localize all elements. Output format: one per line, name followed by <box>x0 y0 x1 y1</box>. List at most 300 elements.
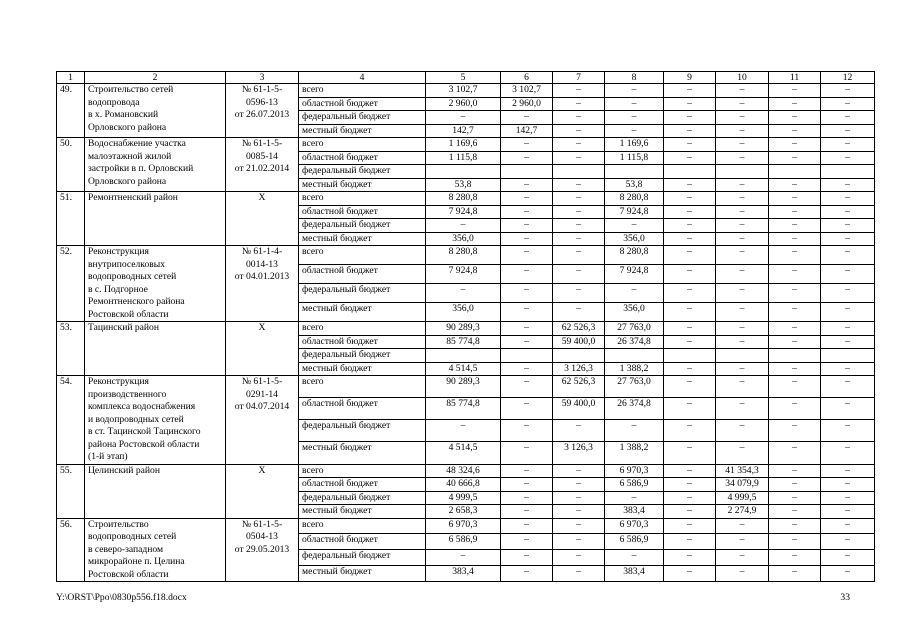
amount-cell: – <box>716 442 769 464</box>
object-name-line: Орловского района <box>88 121 167 133</box>
amount-cell: – <box>716 420 769 442</box>
amount-cell: 356,0 <box>605 303 664 322</box>
amount-cell: – <box>716 97 769 111</box>
amount-cell: – <box>821 505 875 519</box>
amount-cell: – <box>664 265 716 284</box>
table-row <box>57 376 875 398</box>
amount-cell: 62 526,3 <box>553 322 605 336</box>
column-number: 11 <box>769 72 821 84</box>
amount-cell: 62 526,3 <box>553 376 605 398</box>
budget-table <box>56 71 875 582</box>
amount-cell <box>769 349 821 363</box>
amount-cell: – <box>664 505 716 519</box>
amount-cell: – <box>664 335 716 349</box>
object-name <box>85 246 226 322</box>
amount-cell: 2 960,0 <box>426 97 501 111</box>
amount-cell: – <box>716 84 769 98</box>
object-name-line: Ремонтненского района <box>88 296 185 307</box>
amount-cell: – <box>664 491 716 505</box>
amount-cell <box>501 349 553 363</box>
object-name-line: Целинский район <box>88 464 160 476</box>
amount-cell: – <box>821 192 875 206</box>
amount-cell: – <box>716 138 769 152</box>
object-name-line: производственного <box>88 388 167 400</box>
object-name-line: водопроводных сетей <box>88 531 177 542</box>
amount-cell: – <box>821 362 875 376</box>
funding-source: областной бюджет <box>299 534 426 550</box>
funding-source: областной бюджет <box>299 265 426 284</box>
amount-cell: – <box>501 505 553 519</box>
amount-cell: – <box>605 111 664 125</box>
amount-cell: – <box>501 362 553 376</box>
amount-cell: – <box>553 124 605 138</box>
amount-cell: – <box>553 97 605 111</box>
amount-cell: 59 400,0 <box>553 398 605 420</box>
column-number: 12 <box>821 72 875 84</box>
document-ref <box>226 322 299 376</box>
amount-cell: – <box>664 219 716 233</box>
funding-source: областной бюджет <box>299 335 426 349</box>
amount-cell: – <box>501 232 553 246</box>
amount-cell: – <box>553 420 605 442</box>
amount-cell: – <box>605 84 664 98</box>
funding-source: местный бюджет <box>299 362 426 376</box>
column-number: 3 <box>226 72 299 84</box>
object-name-line: (1-й этап) <box>88 451 128 462</box>
amount-cell: – <box>821 550 875 566</box>
amount-cell: – <box>553 84 605 98</box>
amount-cell: – <box>664 303 716 322</box>
item-number: 51. <box>57 192 85 246</box>
amount-cell: – <box>769 335 821 349</box>
amount-cell: 26 374,8 <box>605 335 664 349</box>
amount-cell: – <box>664 398 716 420</box>
amount-cell: – <box>664 376 716 398</box>
amount-cell: – <box>769 550 821 566</box>
amount-cell: – <box>716 322 769 336</box>
amount-cell <box>821 349 875 363</box>
funding-source: областной бюджет <box>299 97 426 111</box>
amount-cell: – <box>716 151 769 165</box>
amount-cell: – <box>664 232 716 246</box>
amount-cell: – <box>769 246 821 265</box>
amount-cell: 142,7 <box>426 124 501 138</box>
amount-cell: 2 960,0 <box>501 97 553 111</box>
document-ref-line: № 61-1-4- <box>241 246 283 257</box>
item-number: 52. <box>57 246 85 322</box>
amount-cell: – <box>426 219 501 233</box>
funding-source: федеральный бюджет <box>299 165 426 179</box>
amount-cell: – <box>769 464 821 478</box>
amount-cell: – <box>664 362 716 376</box>
amount-cell: – <box>501 550 553 566</box>
amount-cell: 356,0 <box>426 303 501 322</box>
amount-cell: – <box>821 246 875 265</box>
amount-cell: – <box>716 232 769 246</box>
amount-cell: – <box>664 518 716 534</box>
amount-cell: 383,4 <box>426 566 501 582</box>
object-name-line: Водоснабжение участка <box>88 138 186 149</box>
amount-cell: 1 388,2 <box>605 442 664 464</box>
amount-cell: – <box>821 420 875 442</box>
object-name-line: микрорайоне п. Целина <box>88 556 185 567</box>
funding-source: местный бюджет <box>299 566 426 582</box>
document-ref-line: 0596-13 <box>246 96 278 108</box>
amount-cell: 4 514,5 <box>426 362 501 376</box>
amount-cell: – <box>553 111 605 125</box>
amount-cell: – <box>821 138 875 152</box>
amount-cell <box>664 165 716 179</box>
document-ref-line: от 21.02.2014 <box>234 163 290 174</box>
amount-cell: – <box>664 192 716 206</box>
column-number: 9 <box>664 72 716 84</box>
amount-cell: 3 102,7 <box>501 84 553 98</box>
item-number: 55. <box>57 464 85 518</box>
amount-cell: – <box>664 550 716 566</box>
amount-cell: – <box>769 518 821 534</box>
amount-cell: – <box>716 124 769 138</box>
column-number: 7 <box>553 72 605 84</box>
amount-cell: – <box>716 335 769 349</box>
amount-cell: – <box>501 246 553 265</box>
amount-cell: – <box>553 138 605 152</box>
amount-cell: – <box>769 111 821 125</box>
amount-cell: – <box>605 97 664 111</box>
amount-cell: – <box>664 284 716 303</box>
amount-cell: – <box>716 534 769 550</box>
object-name-line: Тацинский район <box>88 322 159 333</box>
object-name-line: в ст. Тацинской Тацинского <box>88 426 201 437</box>
amount-cell: – <box>716 219 769 233</box>
amount-cell: – <box>821 111 875 125</box>
amount-cell: – <box>769 442 821 464</box>
document-ref <box>226 138 299 192</box>
document-ref <box>226 518 299 582</box>
amount-cell: – <box>821 322 875 336</box>
amount-cell: – <box>501 303 553 322</box>
object-name-line: водопроводных сетей <box>88 271 177 282</box>
amount-cell: – <box>821 151 875 165</box>
amount-cell: – <box>769 362 821 376</box>
funding-source: всего <box>299 246 426 265</box>
amount-cell: – <box>501 464 553 478</box>
amount-cell: 4 999,5 <box>716 491 769 505</box>
object-name <box>85 464 226 518</box>
document-ref-line: X <box>258 464 266 476</box>
amount-cell: – <box>769 192 821 206</box>
amount-cell: 383,4 <box>605 505 664 519</box>
object-name-line: Ремонтненский район <box>88 192 178 203</box>
amount-cell: 34 079,9 <box>716 478 769 492</box>
amount-cell: – <box>769 420 821 442</box>
table-row <box>57 246 875 265</box>
amount-cell: 2 274,9 <box>716 505 769 519</box>
amount-cell: 85 774,8 <box>426 335 501 349</box>
funding-source: местный бюджет <box>299 124 426 138</box>
amount-cell: – <box>553 265 605 284</box>
amount-cell: – <box>501 138 553 152</box>
document-ref <box>226 464 299 518</box>
funding-source: всего <box>299 518 426 534</box>
amount-cell <box>501 165 553 179</box>
item-number: 50. <box>57 138 85 192</box>
amount-cell: 6 586,9 <box>605 478 664 492</box>
amount-cell: – <box>821 205 875 219</box>
amount-cell: – <box>769 284 821 303</box>
amount-cell: – <box>501 398 553 420</box>
amount-cell: – <box>821 442 875 464</box>
column-number: 2 <box>85 72 226 84</box>
amount-cell: 90 289,3 <box>426 322 501 336</box>
funding-source: местный бюджет <box>299 303 426 322</box>
funding-source: федеральный бюджет <box>299 491 426 505</box>
amount-cell <box>426 349 501 363</box>
amount-cell <box>553 349 605 363</box>
document-ref <box>226 376 299 465</box>
amount-cell: – <box>605 124 664 138</box>
amount-cell: – <box>426 111 501 125</box>
amount-cell: – <box>553 505 605 519</box>
amount-cell: – <box>664 420 716 442</box>
amount-cell: – <box>769 219 821 233</box>
amount-cell <box>716 165 769 179</box>
amount-cell: – <box>553 219 605 233</box>
table-row <box>57 84 875 98</box>
funding-source: местный бюджет <box>299 178 426 192</box>
amount-cell: – <box>821 478 875 492</box>
object-name-line: Строительство <box>88 518 149 530</box>
amount-cell: – <box>605 550 664 566</box>
amount-cell: – <box>553 518 605 534</box>
funding-source: всего <box>299 192 426 206</box>
document-ref-line: от 04.07.2014 <box>234 401 290 412</box>
amount-cell: – <box>553 178 605 192</box>
document-ref-line: 0085-14 <box>246 150 278 162</box>
amount-cell: – <box>769 151 821 165</box>
amount-cell <box>664 349 716 363</box>
amount-cell: – <box>769 398 821 420</box>
amount-cell: – <box>501 534 553 550</box>
object-name-line: в с. Подгорное <box>88 283 148 295</box>
object-name-line: Строительство сетей <box>88 84 174 95</box>
amount-cell: – <box>553 550 605 566</box>
amount-cell: 1 115,8 <box>605 151 664 165</box>
amount-cell: 53,8 <box>605 178 664 192</box>
amount-cell: – <box>501 151 553 165</box>
amount-cell: – <box>501 219 553 233</box>
amount-cell: – <box>501 518 553 534</box>
amount-cell: – <box>821 335 875 349</box>
amount-cell <box>605 165 664 179</box>
amount-cell: 356,0 <box>426 232 501 246</box>
amount-cell: – <box>664 322 716 336</box>
funding-source: федеральный бюджет <box>299 420 426 442</box>
page-number: 33 <box>840 592 850 603</box>
table-row <box>57 192 875 206</box>
amount-cell: 4 514,5 <box>426 442 501 464</box>
document-ref <box>226 192 299 246</box>
amount-cell: – <box>821 398 875 420</box>
amount-cell: – <box>553 478 605 492</box>
amount-cell: 6 586,9 <box>605 534 664 550</box>
amount-cell: – <box>821 284 875 303</box>
amount-cell: 3 126,3 <box>553 442 605 464</box>
amount-cell: – <box>769 265 821 284</box>
amount-cell: – <box>716 178 769 192</box>
amount-cell: – <box>501 566 553 582</box>
amount-cell: – <box>664 138 716 152</box>
object-name-line: малоэтажной жилой <box>88 150 172 162</box>
amount-cell <box>821 165 875 179</box>
column-number: 10 <box>716 72 769 84</box>
column-number: 6 <box>501 72 553 84</box>
amount-cell: – <box>769 232 821 246</box>
amount-cell: 90 289,3 <box>426 376 501 398</box>
amount-cell: – <box>769 491 821 505</box>
object-name-line: в х. Романовский <box>88 109 159 120</box>
amount-cell: – <box>553 464 605 478</box>
amount-cell: – <box>426 284 501 303</box>
amount-cell: – <box>553 534 605 550</box>
amount-cell: 3 126,3 <box>553 362 605 376</box>
amount-cell: – <box>769 303 821 322</box>
amount-cell: – <box>664 442 716 464</box>
amount-cell <box>426 165 501 179</box>
table-row <box>57 464 875 478</box>
amount-cell: – <box>501 420 553 442</box>
object-name-line: Орловского района <box>88 175 167 187</box>
amount-cell: 356,0 <box>605 232 664 246</box>
amount-cell: – <box>821 518 875 534</box>
amount-cell: – <box>664 111 716 125</box>
amount-cell: – <box>716 398 769 420</box>
table-row <box>57 138 875 152</box>
amount-cell: – <box>501 442 553 464</box>
amount-cell <box>716 349 769 363</box>
document-ref-line: от 04.01.2013 <box>234 271 290 282</box>
amount-cell: 7 924,8 <box>426 205 501 219</box>
document-ref-line: № 61-1-5- <box>241 84 283 95</box>
amount-cell: 142,7 <box>501 124 553 138</box>
amount-cell: 2 658,3 <box>426 505 501 519</box>
amount-cell: 26 374,8 <box>605 398 664 420</box>
funding-source: областной бюджет <box>299 205 426 219</box>
amount-cell: – <box>769 205 821 219</box>
amount-cell: – <box>769 97 821 111</box>
amount-cell <box>553 165 605 179</box>
amount-cell: – <box>769 566 821 582</box>
amount-cell: – <box>769 138 821 152</box>
funding-source: федеральный бюджет <box>299 111 426 125</box>
amount-cell: 40 666,8 <box>426 478 501 492</box>
amount-cell: – <box>605 219 664 233</box>
amount-cell: – <box>821 124 875 138</box>
amount-cell: – <box>821 219 875 233</box>
object-name-line: застройки в п. Орловский <box>88 163 194 174</box>
object-name-line: Ростовской области <box>88 308 169 320</box>
object-name-line: района Ростовской области <box>88 438 200 450</box>
amount-cell: 1 388,2 <box>605 362 664 376</box>
amount-cell: – <box>769 505 821 519</box>
amount-cell: – <box>769 478 821 492</box>
amount-cell: – <box>716 265 769 284</box>
amount-cell: – <box>664 151 716 165</box>
amount-cell: 48 324,6 <box>426 464 501 478</box>
amount-cell: – <box>821 232 875 246</box>
object-name <box>85 518 226 582</box>
amount-cell: – <box>716 362 769 376</box>
amount-cell: – <box>553 566 605 582</box>
document-ref-line: от 29.05.2013 <box>234 543 290 555</box>
amount-cell: 383,4 <box>605 566 664 582</box>
column-number: 5 <box>426 72 501 84</box>
object-name-line: внутрипоселковых <box>88 258 166 270</box>
amount-cell: – <box>716 550 769 566</box>
amount-cell: – <box>501 335 553 349</box>
amount-cell: – <box>664 97 716 111</box>
amount-cell: – <box>716 205 769 219</box>
document-ref <box>226 84 299 138</box>
object-name-line: Реконструкция <box>88 376 149 387</box>
funding-source: федеральный бюджет <box>299 219 426 233</box>
amount-cell: – <box>769 84 821 98</box>
document-ref-line: № 61-1-5- <box>241 518 283 530</box>
amount-cell: – <box>501 205 553 219</box>
document-ref-line: X <box>258 322 266 333</box>
amount-cell: – <box>821 534 875 550</box>
funding-source: областной бюджет <box>299 151 426 165</box>
object-name <box>85 192 226 246</box>
amount-cell: – <box>501 322 553 336</box>
object-name <box>85 376 226 465</box>
funding-source: местный бюджет <box>299 232 426 246</box>
document-ref-line: 0014-13 <box>246 258 278 270</box>
amount-cell: – <box>664 566 716 582</box>
amount-cell: – <box>501 284 553 303</box>
amount-cell: – <box>821 566 875 582</box>
item-number: 56. <box>57 518 85 582</box>
amount-cell: – <box>553 491 605 505</box>
amount-cell: 85 774,8 <box>426 398 501 420</box>
amount-cell: 6 970,3 <box>605 518 664 534</box>
amount-cell: 53,8 <box>426 178 501 192</box>
document-ref <box>226 246 299 322</box>
amount-cell: – <box>664 205 716 219</box>
amount-cell: – <box>605 491 664 505</box>
object-name-line: Ростовской области <box>88 568 169 580</box>
amount-cell: – <box>716 566 769 582</box>
amount-cell: – <box>821 491 875 505</box>
amount-cell: 8 280,8 <box>426 192 501 206</box>
amount-cell: – <box>769 178 821 192</box>
item-number: 49. <box>57 84 85 138</box>
header-row <box>57 72 875 84</box>
item-number: 53. <box>57 322 85 376</box>
funding-source: областной бюджет <box>299 478 426 492</box>
object-name-line: Реконструкция <box>88 246 149 257</box>
amount-cell: – <box>664 124 716 138</box>
funding-source: всего <box>299 84 426 98</box>
amount-cell: – <box>553 303 605 322</box>
amount-cell: 8 280,8 <box>605 246 664 265</box>
object-name-line: в северо-западном <box>88 543 164 555</box>
amount-cell: – <box>769 322 821 336</box>
document-ref-line: № 61-1-5- <box>241 376 283 387</box>
amount-cell: – <box>426 420 501 442</box>
item-number: 54. <box>57 376 85 465</box>
amount-cell: – <box>501 192 553 206</box>
amount-cell: – <box>821 178 875 192</box>
